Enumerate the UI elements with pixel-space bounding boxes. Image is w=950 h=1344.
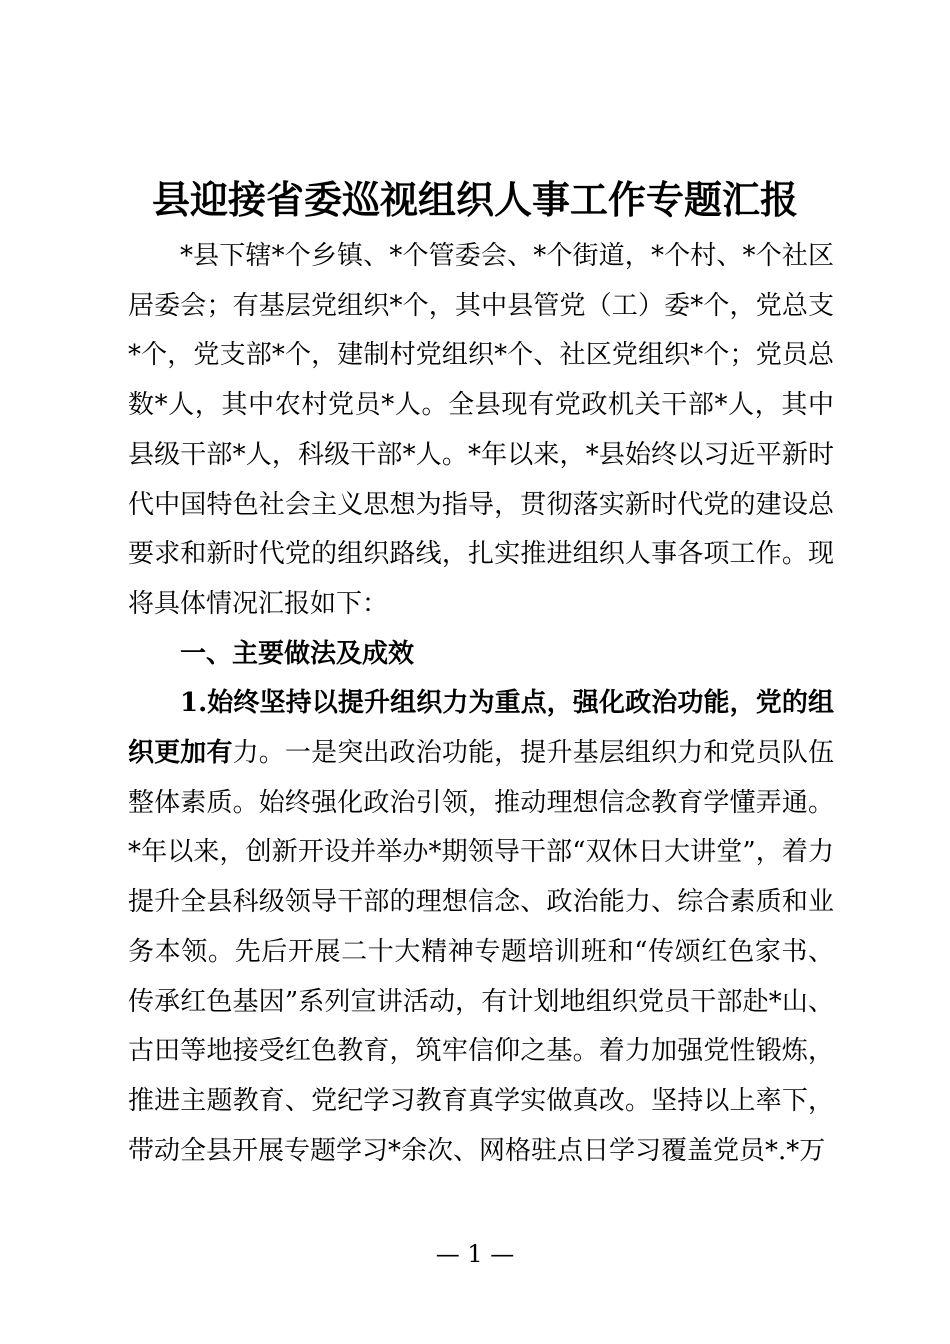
item-1-text: 力。一是突出政治功能，提升基层组织力和党员队伍整体素质。始终强化政治引领，推动理想信念教育学懂弄通。*年以来，创新开设并举办*期领导干部“双休日大讲堂”，着力提升全县科级领导干部的理想信念、政治能力、综合素质和业务本领。先后开展二十大精神专题培训班和“传颂红色家书、传承红色基因”系列宣讲活动，有计划地组织党员干部赴*山、古田等地接受红色教育，筑牢信仰之基。着力加强党性锻炼，推进主题教育、党纪学习教育真学实做真改。坚持以上率下，带动全县开展专题学习*余次、网格驻点日学习覆盖党员*.*万 xyxy=(128,738,834,1166)
document-body xyxy=(128,232,834,1176)
item-1-bold-lead: 1.始终坚持以提升组织力为重点，强化政治功能，党的组织更加有 xyxy=(128,688,834,769)
document-title: 县迎接省委巡视组织人事工作专题汇报 xyxy=(151,177,798,222)
section-heading: 一、主要做法及成效 xyxy=(180,638,415,669)
intro-paragraph: *县下辖*个乡镇、*个管委会、*个街道，*个村、*个社区居委会；有基层党组织*个，其中县管党（工）委*个，党总支*个，党支部*个，建制村党组织*个、社区党组织*个；党员总数*人，其中农村党员*人。全县现有党政机关干部*人，其中县级干部*人，科级干部*人。*年以来，*县始终以习近平新时代中国特色社会主义思想为指导，贯彻落实新时代党的建设总要求和新时代党的组织路线，扎实推进组织人事各项工作。现将具体情况汇报如下： xyxy=(128,241,834,619)
item-1-paragraph xyxy=(128,679,834,1176)
page-number: — 1 — xyxy=(435,1240,515,1268)
